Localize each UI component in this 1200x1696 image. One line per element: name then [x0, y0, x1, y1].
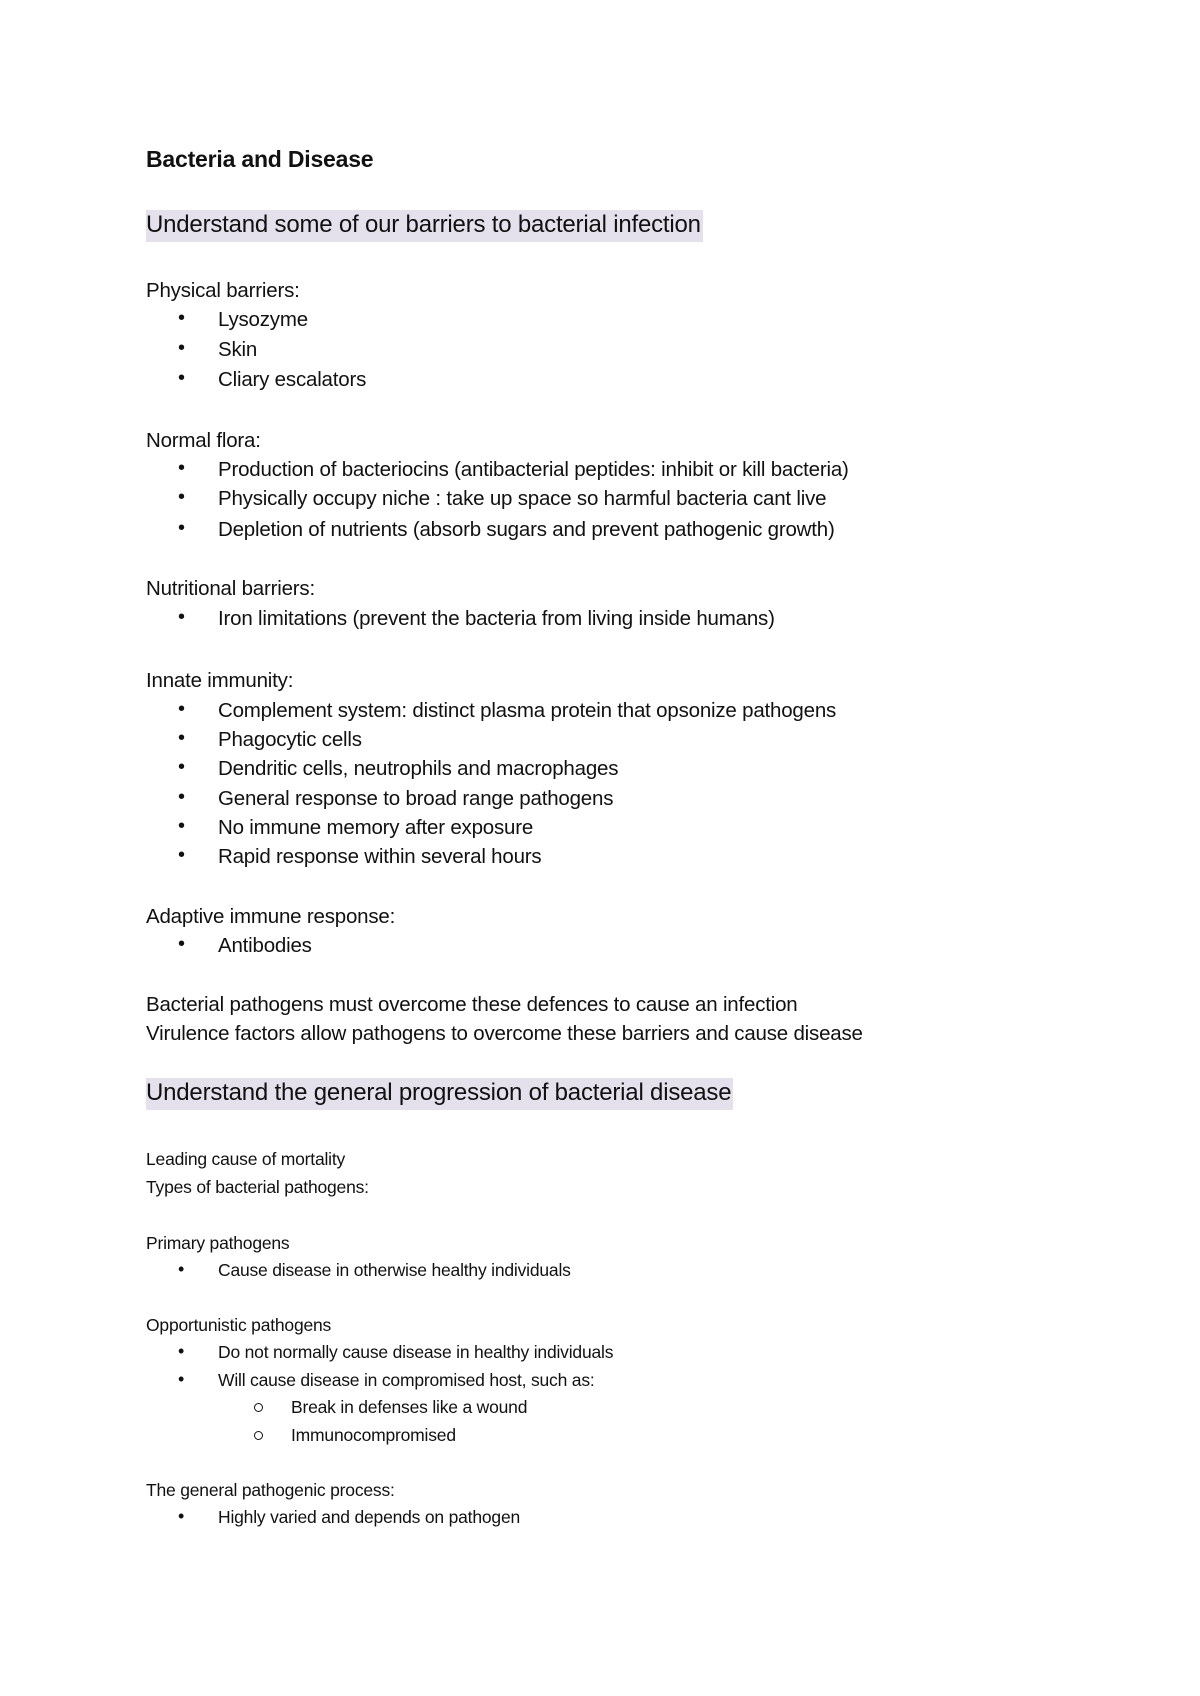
text-line: Leading cause of mortality — [146, 1149, 346, 1169]
list-item: • Highly varied and depends on pathogen — [178, 1506, 521, 1527]
list-item: • Depletion of nutrients (absorb sugars and prevent pathogenic growth) — [178, 517, 835, 541]
bullet-icon: • — [178, 517, 185, 539]
bullet-icon: • — [178, 1259, 185, 1279]
bullet-icon: • — [178, 486, 185, 508]
sub-list-item: Immunocompromised — [291, 1425, 456, 1446]
list-item: • Physically occupy niche : take up space so harmful bacteria cant live — [178, 486, 827, 510]
bullet-icon: • — [178, 606, 185, 628]
pathogenic-process-label: The general pathogenic process: — [146, 1480, 395, 1500]
list-item: • Complement system: distinct plasma protein that opsonize pathogens — [178, 698, 837, 722]
text-line: Types of bacterial pathogens: — [146, 1177, 369, 1197]
summary-line: Bacterial pathogens must overcome these defences to cause an infection — [146, 993, 798, 1016]
list-item: • Iron limitations (prevent the bacteria from living inside humans) — [178, 606, 775, 630]
bullet-icon: • — [178, 367, 185, 389]
list-item: • Lysozyme — [178, 307, 308, 331]
nutritional-barriers-label: Nutritional barriers: — [146, 577, 315, 600]
list-item: • Cliary escalators — [178, 367, 367, 391]
document-title: Bacteria and Disease — [146, 146, 374, 172]
bullet-icon: • — [178, 727, 185, 749]
list-item: • Phagocytic cells — [178, 727, 362, 751]
circle-bullet-icon — [254, 1431, 263, 1440]
list-item: • Do not normally cause disease in healthy individuals — [178, 1341, 614, 1362]
circle-bullet-icon — [254, 1403, 263, 1412]
list-item: • Cause disease in otherwise healthy individuals — [178, 1259, 571, 1280]
list-item: • No immune memory after exposure — [178, 815, 534, 839]
list-item: • Rapid response within several hours — [178, 844, 542, 868]
bullet-icon: • — [178, 457, 185, 479]
innate-immunity-label: Innate immunity: — [146, 669, 294, 692]
section-heading-barriers: Understand some of our barriers to bacterial infection — [146, 210, 703, 242]
physical-barriers-label: Physical barriers: — [146, 279, 300, 302]
bullet-icon: • — [178, 337, 185, 359]
summary-line: Virulence factors allow pathogens to overcome these barriers and cause disease — [146, 1022, 863, 1045]
bullet-icon: • — [178, 1341, 185, 1361]
bullet-icon: • — [178, 786, 185, 808]
adaptive-immune-label: Adaptive immune response: — [146, 905, 396, 928]
normal-flora-label: Normal flora: — [146, 429, 261, 452]
bullet-icon: • — [178, 933, 185, 955]
bullet-icon: • — [178, 1369, 185, 1389]
bullet-icon: • — [178, 307, 185, 329]
list-item: • Antibodies — [178, 933, 312, 957]
opportunistic-pathogens-label: Opportunistic pathogens — [146, 1315, 332, 1335]
list-item: • General response to broad range pathogens — [178, 786, 614, 810]
list-item: • Dendritic cells, neutrophils and macrophages — [178, 756, 619, 780]
bullet-icon: • — [178, 844, 185, 866]
bullet-icon: • — [178, 756, 185, 778]
list-item: • Skin — [178, 337, 258, 361]
bullet-icon: • — [178, 1506, 185, 1526]
list-item: • Production of bacteriocins (antibacterial peptides: inhibit or kill bacteria) — [178, 457, 849, 481]
section-heading-progression: Understand the general progression of bacterial disease — [146, 1078, 733, 1110]
sub-list-item: Break in defenses like a wound — [291, 1397, 527, 1418]
bullet-icon: • — [178, 815, 185, 837]
list-item: • Will cause disease in compromised host, such as: — [178, 1369, 595, 1390]
bullet-icon: • — [178, 698, 185, 720]
primary-pathogens-label: Primary pathogens — [146, 1233, 290, 1253]
